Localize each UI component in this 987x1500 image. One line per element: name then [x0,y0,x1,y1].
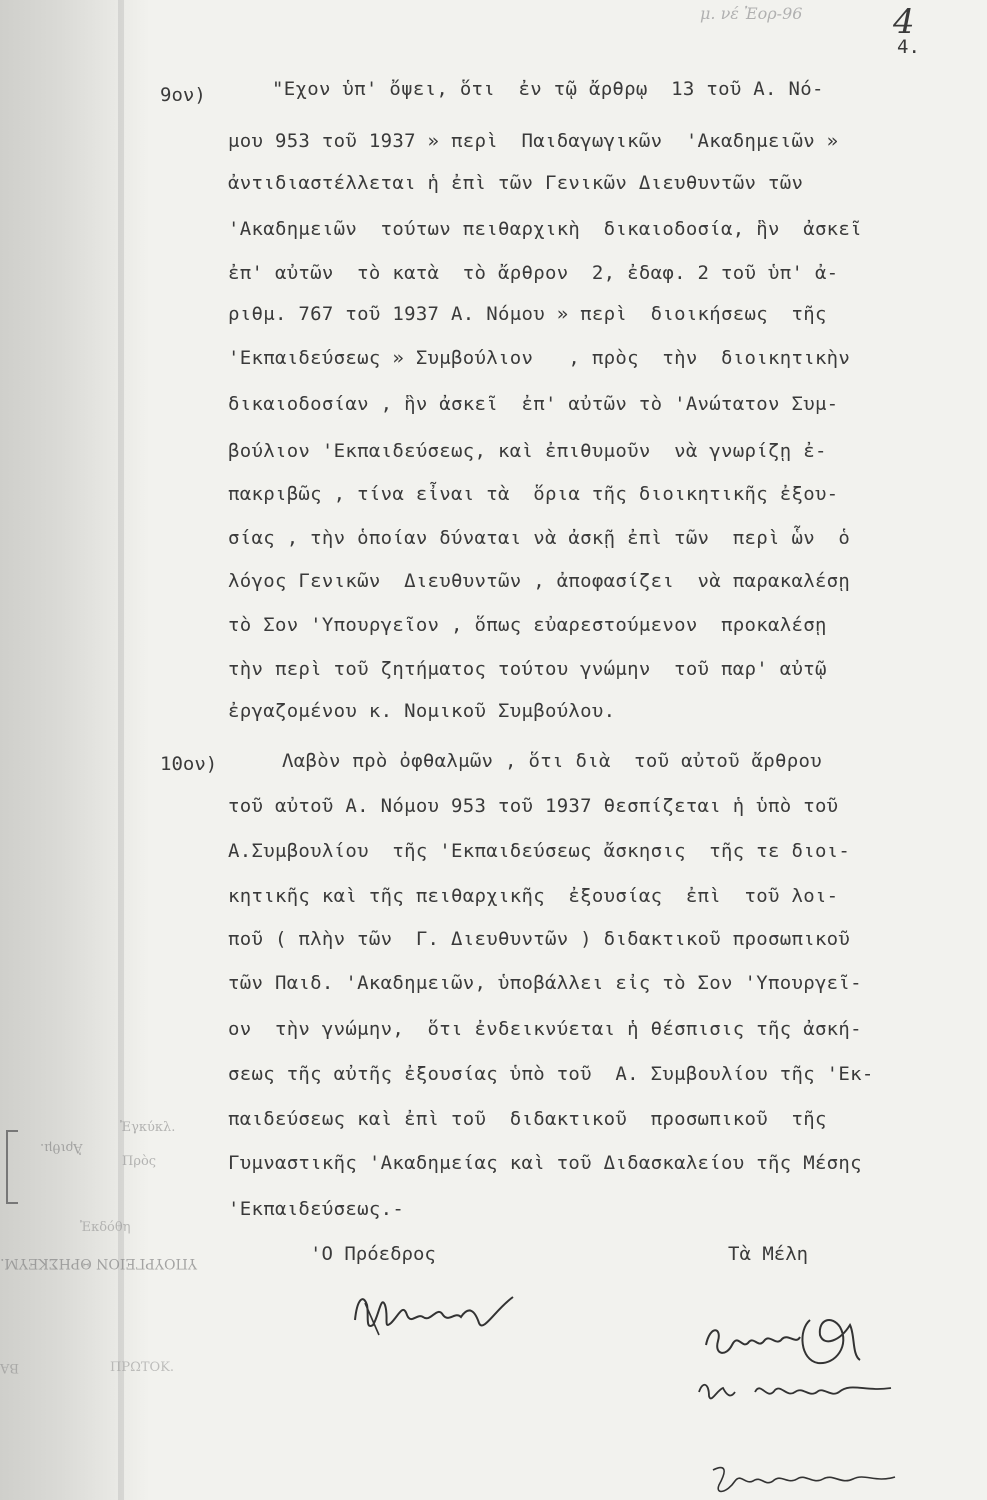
item-label: 10ον) [160,753,218,775]
handwritten-page-number: 4 [893,2,915,42]
stamp-text: Πρὸς [122,1154,157,1169]
archive-stamp [0,1110,200,1390]
text-line: τὸ Σον 'Υπουργεῖον , ὅπως εὐαρεστούμενον προκαλέσῃ [228,614,827,636]
text-line: ον τὴν γνώμην, ὅτι ἐνδεικνύεται ἡ θέσπισις τῆς ἀσκή- [228,1018,862,1040]
corner-note: μ. νέ Ἐορ-96 [700,4,803,23]
text-line: 'Εκπαιδεύσεως » Συμβούλιον , πρὸς τὴν διοικητικὴν [228,347,851,369]
text-line: βούλιον 'Εκπαιδεύσεως, καὶ ἐπιθυμοῦν νὰ γνωρίζῃ ἐ- [228,440,827,462]
text-line: ποῦ ( πλὴν τῶν Γ. Διευθυντῶν ) διδακτικοῦ προσωπικοῦ [228,928,851,950]
text-line: ἐπ' αὐτῶν τὸ κατὰ τὸ ἄρθρον 2, ἐδαφ. 2 τοῦ ὑπ' ἀ- [228,262,839,284]
stamp-text: Ἀριθμ. [40,1140,83,1155]
member-signature-2 [695,1362,895,1412]
text-line: τοῦ αὐτοῦ Α. Νόμου 953 τοῦ 1937 θεσπίζεται ἡ ὑπὸ τοῦ [228,795,839,817]
member-signature-3 [705,1455,905,1500]
text-line: Γυμναστικῆς 'Ακαδημείας καὶ τοῦ Διδασκαλείου τῆς Μέσης [228,1152,862,1174]
text-line: 'Εκπαιδεύσεως.- [228,1198,405,1220]
text-line: ριθμ. 767 τοῦ 1937 Α. Νόμου » περὶ διοικήσεως τῆς [228,303,827,325]
president-label: 'Ο Πρόεδρος [310,1243,436,1265]
text-line: 'Ακαδημειῶν τούτων πειθαρχικὴ δικαιοδοσία, ἣν ἀσκεῖ [228,218,862,240]
text-line: δικαιοδοσίαν , ἣν ἀσκεῖ ἐπ' αὐτῶν τὸ 'Ανώτατον Συμ- [228,393,839,415]
stamp-text: ΥΠΟΥΡΓΕΙΟΝ ΘΡΗΣΚΕΥΜ. [0,1255,197,1271]
text-line: Α.Συμβουλίου τῆς 'Εκπαιδεύσεως ἄσκησις τῆς τε διοι- [228,840,851,862]
stamp-text: ΒΑ [0,1360,19,1375]
text-line: σεως τῆς αὐτῆς ἐξουσίας ὑπὸ τοῦ Α. Συμβουλίου τῆς 'Εκ- [228,1063,874,1085]
text-line: Λαβὸν πρὸ ὀφθαλμῶν , ὅτι διὰ τοῦ αὐτοῦ ἄρθρου [282,750,822,772]
text-line: λόγος Γενικῶν Διευθυντῶν , ἀποφασίζει νὰ παρακαλέσῃ [228,570,851,592]
stamp-text: Ἐκδόθη [80,1220,131,1235]
item-label: 9ον) [160,84,206,106]
members-label: Τὰ Μέλη [728,1243,809,1265]
text-line: πακριβῶς , τίνα εἶναι τὰ ὅρια τῆς διοικητικῆς ἐξου- [228,483,839,505]
text-line: μου 953 τοῦ 1937 » περὶ Παιδαγωγικῶν 'Ακαδημειῶν » [228,130,839,152]
text-line: κητικῆς καὶ τῆς πειθαρχικῆς ἐξουσίας ἐπὶ τοῦ λοι- [228,885,839,907]
typed-page-number: 4. [897,36,920,58]
text-line: ἐργαζομένου κ. Νομικοῦ Συμβούλου. [228,700,616,722]
president-signature [345,1275,520,1355]
text-line: παιδεύσεως καὶ ἐπὶ τοῦ διδακτικοῦ προσωπικοῦ τῆς [228,1108,827,1130]
stamp-text: ΠΡΩΤΟΚ. [110,1360,175,1375]
stamp-brace [6,1130,18,1204]
text-line: σίας , τὴν ὁποίαν δύναται νὰ ἀσκῇ ἐπὶ τῶν περὶ ὧν ὁ [228,527,851,549]
text-line: τῶν Παιδ. 'Ακαδημειῶν, ὑποβάλλει εἰς τὸ Σον 'Υπουργεῖ- [228,972,862,994]
text-line: ἀντιδιαστέλλεται ἡ ἐπὶ τῶν Γενικῶν Διευθυντῶν τῶν [228,172,804,194]
text-line: "Εχον ὑπ' ὄψει, ὅτι ἐν τῷ ἄρθρῳ 13 τοῦ Α. Νό- [272,78,824,100]
stamp-text: Ἐγκύκλ. [120,1120,176,1135]
text-line: τὴν περὶ τοῦ ζητήματος τούτου γνώμην τοῦ παρ' αὐτῷ [228,658,827,680]
